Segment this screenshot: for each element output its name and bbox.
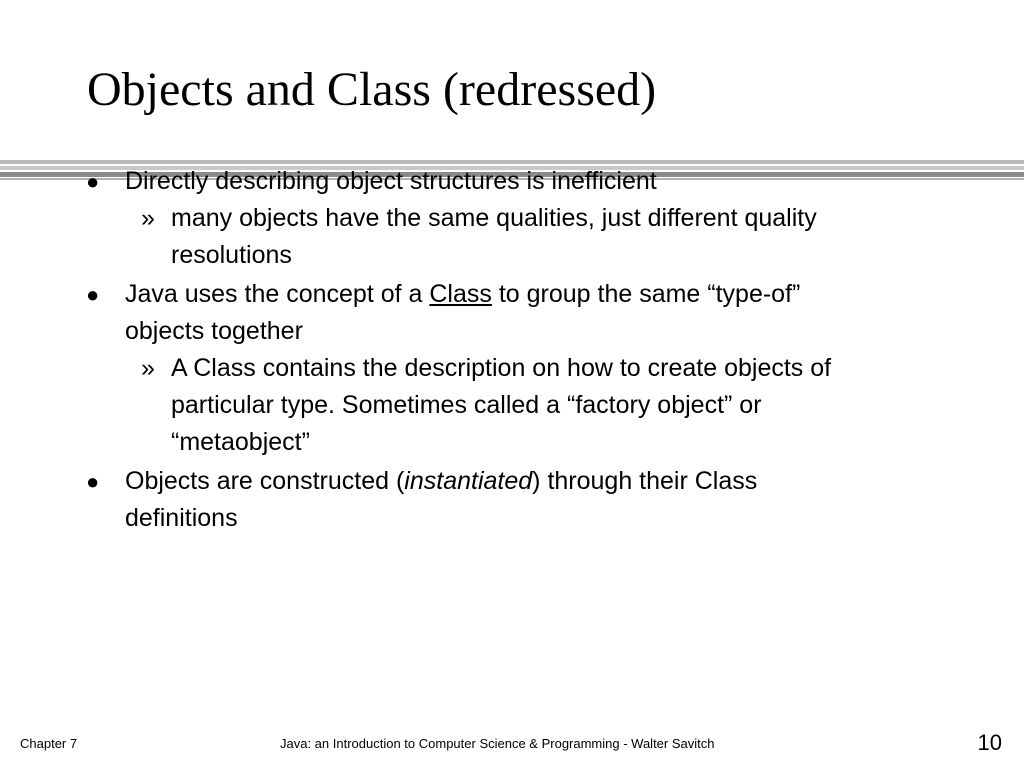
- bullet-dot-icon: ●: [86, 469, 100, 494]
- sub-bullet-icon: »: [141, 354, 155, 382]
- bullet-2-sub-line-2: particular type. Sometimes called a “factory object” or: [171, 391, 762, 419]
- bullet-2-text-post: to group the same “type-of”: [491, 280, 801, 308]
- bullet-1-sub-line-2: resolutions: [171, 241, 292, 269]
- class-term: Class: [429, 280, 492, 308]
- bullet-2-line-2: objects together: [125, 317, 303, 345]
- slide-title: Objects and Class (redressed): [87, 63, 657, 116]
- bullet-2-sub-line-3: “metaobject”: [171, 428, 310, 456]
- bullet-dot-icon: ●: [86, 282, 100, 307]
- bullet-2-text-pre: Java uses the concept of a: [125, 280, 430, 308]
- footer-book-title: Java: an Introduction to Computer Science & Programming - Walter Savitch: [280, 736, 715, 751]
- bullet-3-line-2: definitions: [125, 504, 238, 532]
- sub-bullet-icon: »: [141, 204, 155, 232]
- instantiated-term: instantiated: [404, 467, 533, 495]
- bullet-1-text: Directly describing object structures is inefficient: [125, 167, 657, 195]
- bullet-3-line-1: [125, 463, 905, 500]
- bullet-3-text-pre: Objects are constructed (: [125, 467, 405, 495]
- bullet-2-sub-line-1: A Class contains the description on how to create objects of: [171, 354, 832, 382]
- footer-page-number: 10: [977, 730, 1002, 755]
- bullet-1-sub-line-1: many objects have the same qualities, just different quality: [171, 204, 817, 232]
- bullet-dot-icon: ●: [86, 169, 100, 194]
- footer-chapter: Chapter 7: [20, 736, 78, 751]
- bullet-2-line-1: [125, 276, 905, 313]
- bullet-3-text-post: ) through their Class: [532, 467, 758, 495]
